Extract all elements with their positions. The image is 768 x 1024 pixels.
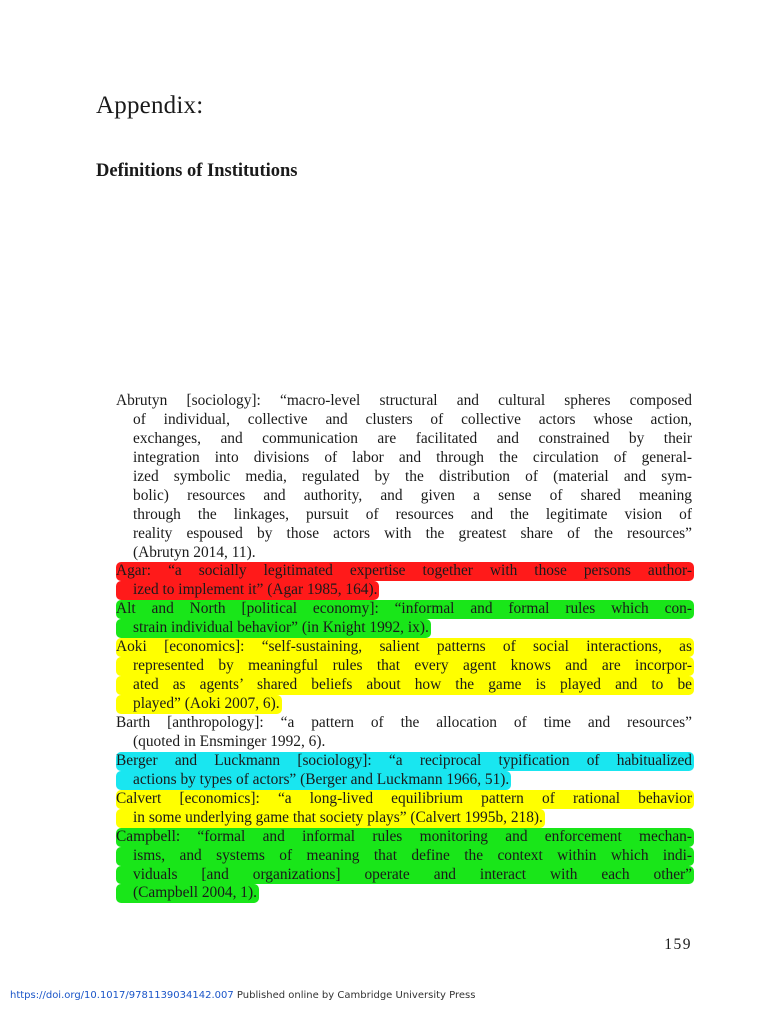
doi-link[interactable]: https://doi.org/10.1017/9781139034142.007: [10, 990, 234, 1001]
definition-entry-campbell: [116, 828, 694, 904]
entry-line: (Abrutyn 2014, 11).: [133, 543, 256, 561]
definition-entry-barth: [116, 714, 694, 752]
entry-line: ated as agents’ shared beliefs about how the game is played and to be: [116, 676, 694, 695]
entry-line: of individual, collective and clusters of collective actors whose action,: [133, 410, 692, 428]
entry-line: Abrutyn [sociology]: “macro-level structural and cultural spheres composed: [116, 392, 692, 409]
entry-line: isms, and systems of meaning that define the context within which indi-: [116, 847, 694, 866]
entry-line: Campbell: “formal and informal rules monitoring and enforcement mechan-: [116, 827, 692, 845]
definition-entry-aoki: [116, 638, 694, 714]
entry-line: ized to implement it” (Agar 1985, 164).: [116, 581, 379, 600]
entry-line: actions by types of actors” (Berger and Luckmann 1966, 51).: [116, 771, 511, 790]
entry-line: Barth [anthropology]: “a pattern of the allocation of time and resources”: [116, 714, 692, 731]
entry-line: through the linkages, pursuit of resources and the legitimate vision of: [133, 505, 692, 523]
page-title: Appendix:: [96, 92, 204, 119]
entry-line: played” (Aoki 2007, 6).: [116, 695, 282, 714]
entry-line: strain individual behavior” (in Knight 1992, ix).: [116, 619, 431, 638]
entry-line: ized symbolic media, regulated by the distribution of (material and sym-: [133, 467, 692, 485]
entry-line: (quoted in Ensminger 1992, 6).: [133, 732, 326, 750]
entry-line: Alt and North [political economy]: “informal and formal rules which con-: [116, 600, 692, 618]
entry-line: in some underlying game that society plays” (Calvert 1995b, 218).: [116, 809, 545, 828]
entry-line: viduals [and organizations] operate and interact with each other”: [116, 866, 694, 885]
definition-entry-abrutyn: [116, 392, 694, 562]
entry-line: (Campbell 2004, 1).: [116, 884, 259, 903]
footer: [10, 990, 475, 1001]
definition-entry-calvert: [116, 790, 694, 828]
entry-line: reality espoused by those actors with the greatest share of the resources”: [133, 524, 692, 542]
definition-entry-agar: [116, 562, 694, 600]
entry-line: Berger and Luckmann [sociology]: “a reciprocal typification of habitualized: [116, 751, 692, 769]
entry-line: Agar: “a socially legitimated expertise together with those persons author-: [116, 562, 692, 580]
definition-entry-berger-luckmann: [116, 752, 694, 790]
entry-line: bolic) resources and authority, and given a sense of shared meaning: [133, 486, 692, 504]
definition-entry-alt-north: [116, 600, 694, 638]
entry-line: integration into divisions of labor and through the circulation of general-: [133, 448, 692, 466]
definitions-list: [116, 392, 694, 903]
entry-line: Aoki [economics]: “self-sustaining, salient patterns of social interactions, as: [116, 638, 692, 656]
entry-line: Calvert [economics]: “a long-lived equilibrium pattern of rational behavior: [116, 789, 692, 807]
page-number: 159: [664, 936, 692, 953]
section-title: Definitions of Institutions: [96, 161, 298, 181]
entry-line: represented by meaningful rules that every agent knows and are incorpor-: [116, 657, 694, 676]
publisher-text: Published online by Cambridge University Press: [233, 990, 476, 1001]
entry-line: exchanges, and communication are facilitated and constrained by their: [133, 429, 692, 447]
